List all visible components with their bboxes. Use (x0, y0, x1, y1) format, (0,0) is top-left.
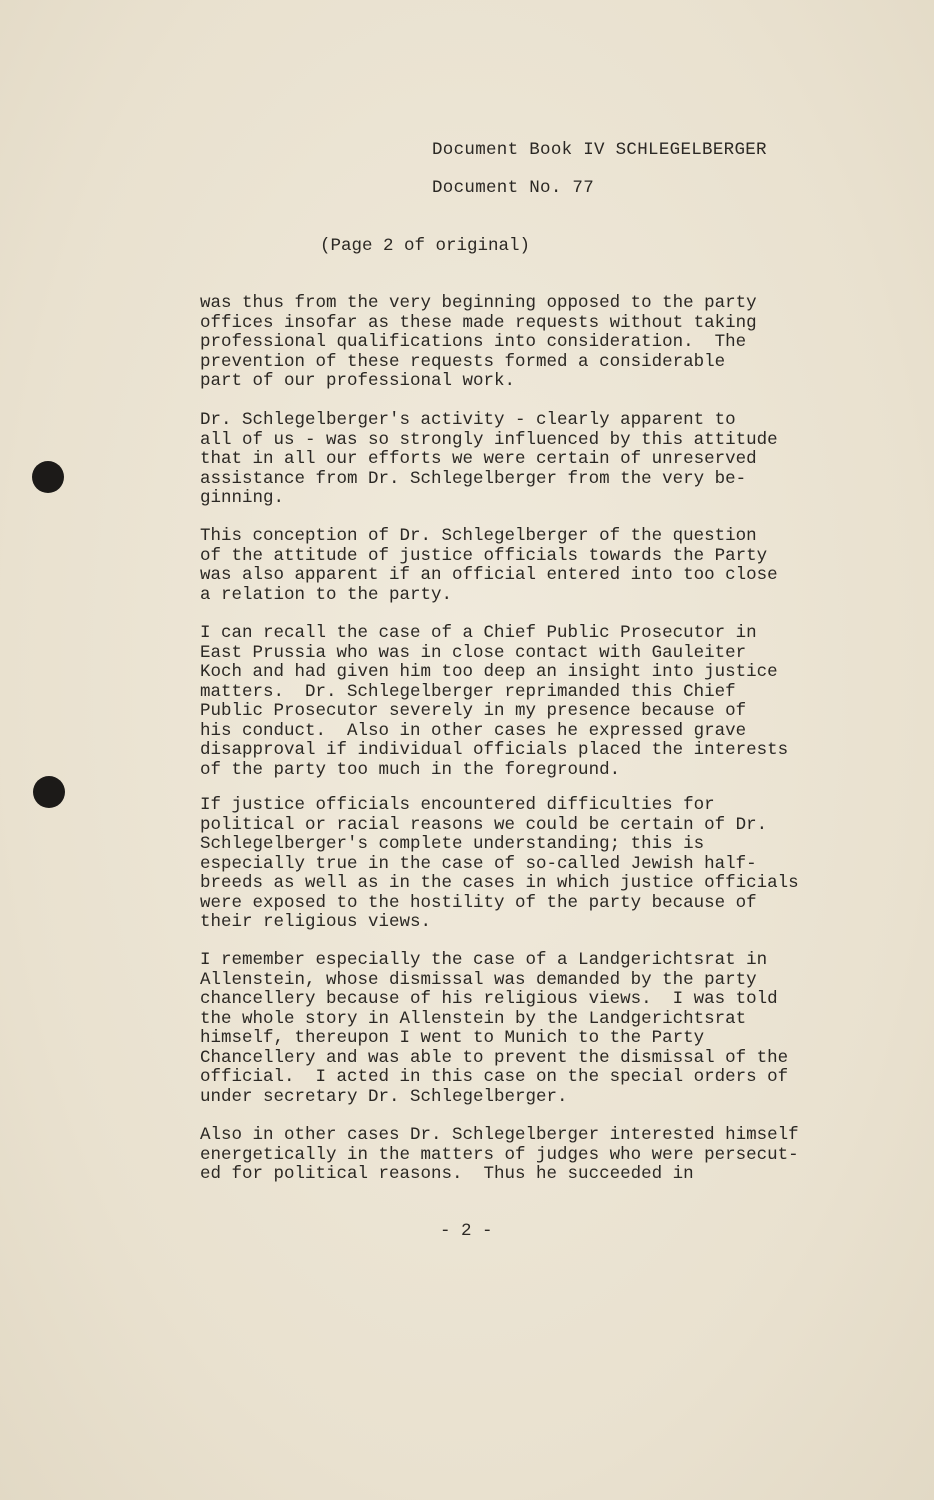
punch-hole-top (32, 461, 64, 493)
paragraph-5: If justice officials encountered difficulties for political or racial reasons we could be certain of Dr. Schlegelberger's complete understanding; this is especially true in the case of so-called Jewish half- breeds as well as in the cases in which justice officials were exposed to the hostility of the party because of their religious views. (200, 795, 799, 932)
paragraph-4: I can recall the case of a Chief Public Prosecutor in East Prussia who was in close contact with Gauleiter Koch and had given him too deep an insight into justice matters. Dr. Schlegelberger reprimanded this Chief Public Prosecutor severely in my presence because of his conduct. Also in other cases he expressed grave disapproval if individual officials placed the interests of the party too much in the foreground. (200, 623, 789, 780)
paragraph-2: Dr. Schlegelberger's activity - clearly apparent to all of us - was so strongly influenced by this attitude that in all our efforts we were certain of unreserved assistance from Dr. Schlegelberger from the very be- ginning. (200, 410, 778, 508)
paragraph-1: was thus from the very beginning opposed to the party offices insofar as these made requests without taking professional qualifications into consideration. The prevention of these requests formed a considerable part of our professional work. (200, 293, 757, 391)
document-number: Document No. 77 (432, 178, 595, 198)
page-note: (Page 2 of original) (320, 236, 531, 256)
paragraph-6: I remember especially the case of a Landgerichtsrat in Allenstein, whose dismissal was demanded by the party chancellery because of his religious views. I was told the whole story in Allenstein by the Landgerichtsrat himself, thereupon I went to Munich to the Party Chancellery and was able to prevent the dismissal of the official. I acted in this case on the special orders of under secretary Dr. Schlegelberger. (200, 950, 789, 1107)
page-number: - 2 - (440, 1221, 493, 1241)
punch-hole-bottom (33, 776, 65, 808)
paragraph-3: This conception of Dr. Schlegelberger of the question of the attitude of justice officials towards the Party was also apparent if an official entered into too close a relation to the party. (200, 526, 778, 605)
paragraph-7: Also in other cases Dr. Schlegelberger interested himself energetically in the matters of judges who were persecut- ed for political reasons. Thus he succeeded in (200, 1125, 799, 1184)
document-book-title: Document Book IV SCHLEGELBERGER (432, 140, 767, 160)
